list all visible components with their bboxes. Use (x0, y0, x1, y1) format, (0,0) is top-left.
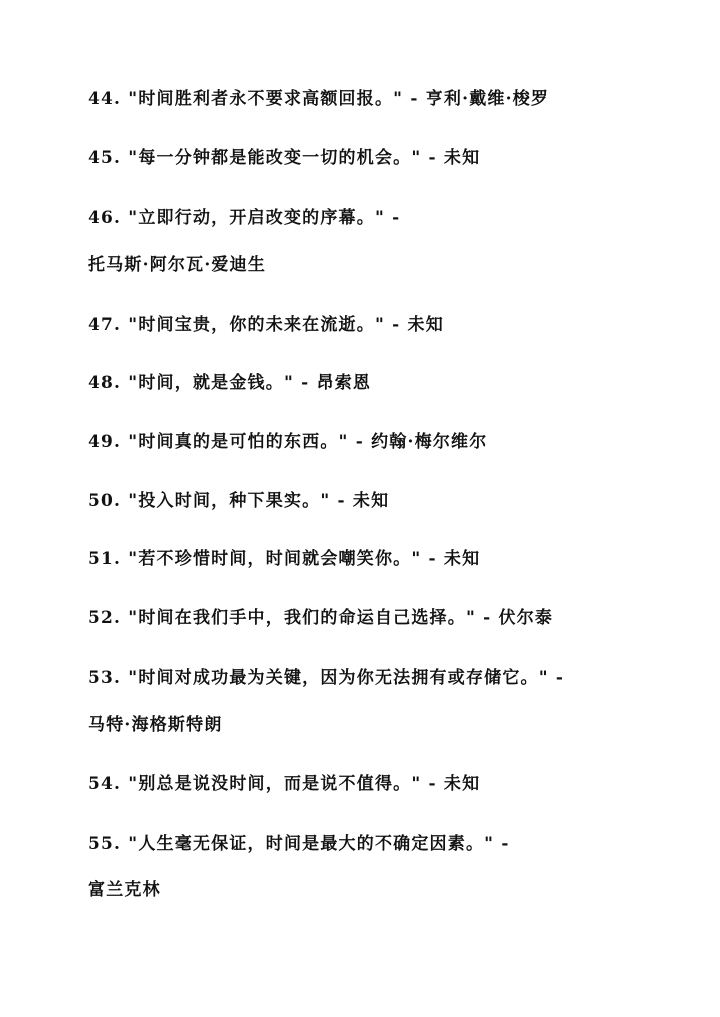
quote-48-line: 48. "时间，就是金钱。" - 昂索恩 (88, 373, 372, 393)
quote-46-author-line: 托马斯·阿尔瓦·爱迪生 (88, 255, 267, 275)
quote-54-line: 54. "别总是说没时间，而是说不值得。" - 未知 (88, 774, 481, 794)
quote-53-author-line: 马特·海格斯特朗 (88, 715, 223, 735)
quote-51-line: 51. "若不珍惜时间，时间就会嘲笑你。" - 未知 (88, 549, 481, 569)
quote-46-line: 46. "立即行动，开启改变的序幕。" - (88, 208, 401, 228)
quote-50-line: 50. "投入时间，种下果实。" - 未知 (88, 491, 390, 511)
quote-53-line: 53. "时间对成功最为关键，因为你无法拥有或存储它。" - (88, 668, 565, 688)
quote-55-line: 55. "人生毫无保证，时间是最大的不确定因素。" - (88, 834, 510, 854)
quote-49-line: 49. "时间真的是可怕的东西。" - 约翰·梅尔维尔 (88, 432, 488, 452)
quote-52-line: 52. "时间在我们手中，我们的命运自己选择。" - 伏尔泰 (88, 608, 554, 628)
quote-55-author-line: 富兰克林 (88, 880, 161, 900)
quote-45-line: 45. "每一分钟都是能改变一切的机会。" - 未知 (88, 148, 481, 168)
quote-44-line: 44. "时间胜利者永不要求高额回报。" - 亨利·戴维·梭罗 (88, 89, 550, 109)
quote-47-line: 47. "时间宝贵，你的未来在流逝。" - 未知 (88, 315, 444, 335)
